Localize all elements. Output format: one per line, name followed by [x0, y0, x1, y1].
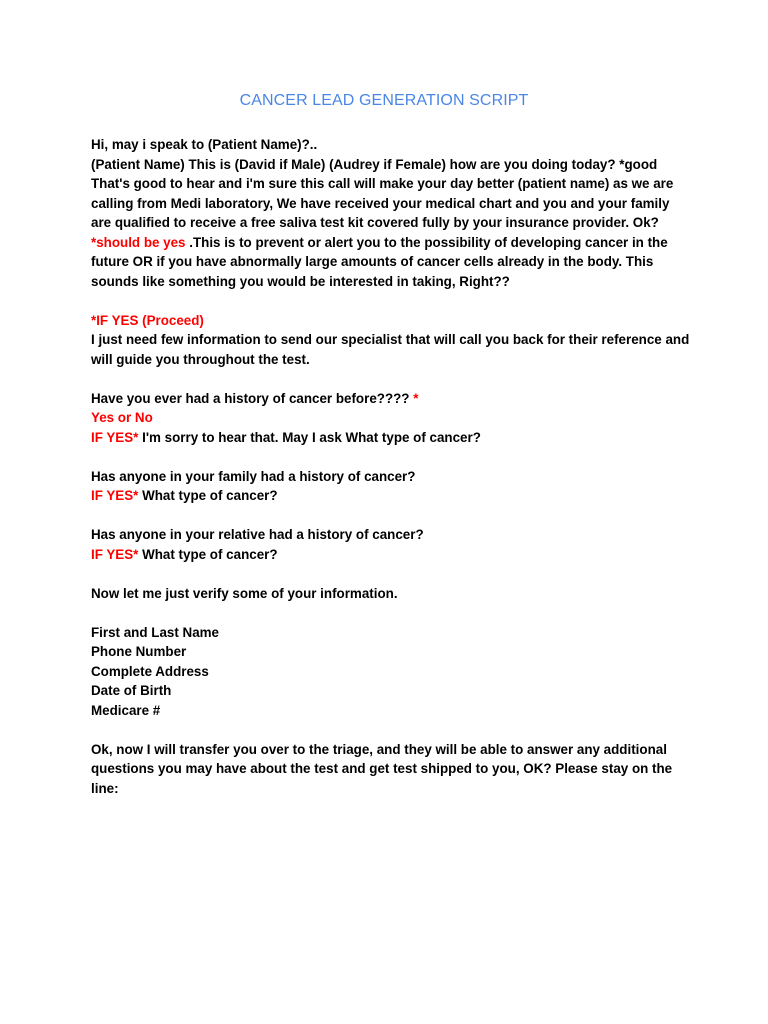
field-dob: Date of Birth: [91, 683, 172, 698]
script-body: [91, 135, 691, 798]
field-medicare: Medicare #: [91, 702, 161, 718]
verify-text: Now let me just verify some of your information.: [91, 585, 398, 601]
question-history: [91, 389, 691, 409]
q1-if-yes-text: I'm sorry to hear that. May I ask What type of cancer?: [138, 429, 481, 445]
q1-if-yes: [91, 428, 691, 448]
proceed-label: *IF YES (Proceed): [91, 312, 204, 328]
q3-if-yes-label: IF YES*: [91, 546, 139, 562]
question-history-text: Have you ever had a history of cancer before????: [91, 390, 414, 406]
greeting-line: Hi, may i speak to (Patient Name)?..: [91, 137, 318, 152]
closing-text: Ok, now I will transfer you over to the triage, and they will be able to answer any additional questions you may have about the test and get test shipped to you, OK? Please stay on the line:: [91, 741, 673, 796]
answer-options: Yes or No: [91, 410, 153, 425]
intro-text-b: .This is to prevent or alert you to the possibility of developing cancer in the future OR if you have abnormally large amounts of cancer cells already in the body. This sounds like something you would be interested in taking, Right??: [91, 234, 668, 289]
intro-paragraph: [91, 155, 691, 292]
q3-if-yes-text: What type of cancer?: [138, 546, 278, 562]
question-history-star: *: [413, 390, 419, 406]
q2-if-yes-label: IF YES*: [91, 488, 139, 503]
q1-if-yes-label: IF YES*: [91, 429, 139, 445]
q2-if-yes-text: What type of cancer?: [138, 488, 278, 503]
question-relative: Has anyone in your relative had a history of cancer?: [91, 527, 424, 542]
document-title: CANCER LEAD GENERATION SCRIPT: [239, 92, 529, 109]
question-family: Has anyone in your family had a history of cancer?: [91, 468, 416, 484]
q2-if-yes: [91, 486, 691, 506]
field-phone: Phone Number: [91, 644, 187, 659]
should-be-yes-note: *should be yes: [91, 234, 186, 250]
field-name: First and Last Name: [91, 624, 219, 640]
proceed-text: I just need few information to send our specialist that will call you back for their reference and will guide you throughout the test.: [91, 332, 690, 367]
intro-text-a: (Patient Name) This is (David if Male) (Audrey if Female) how are you doing today? *good That's good to hear and i'm sure this call will make your day better (patient name) as we are calling from Medi laboratory, We have received your medical chart and you and your family are qualified to receive a free saliva test kit covered fully by your insurance provider. Ok?: [91, 156, 674, 230]
q3-if-yes: [91, 545, 691, 565]
field-address: Complete Address: [91, 663, 209, 679]
